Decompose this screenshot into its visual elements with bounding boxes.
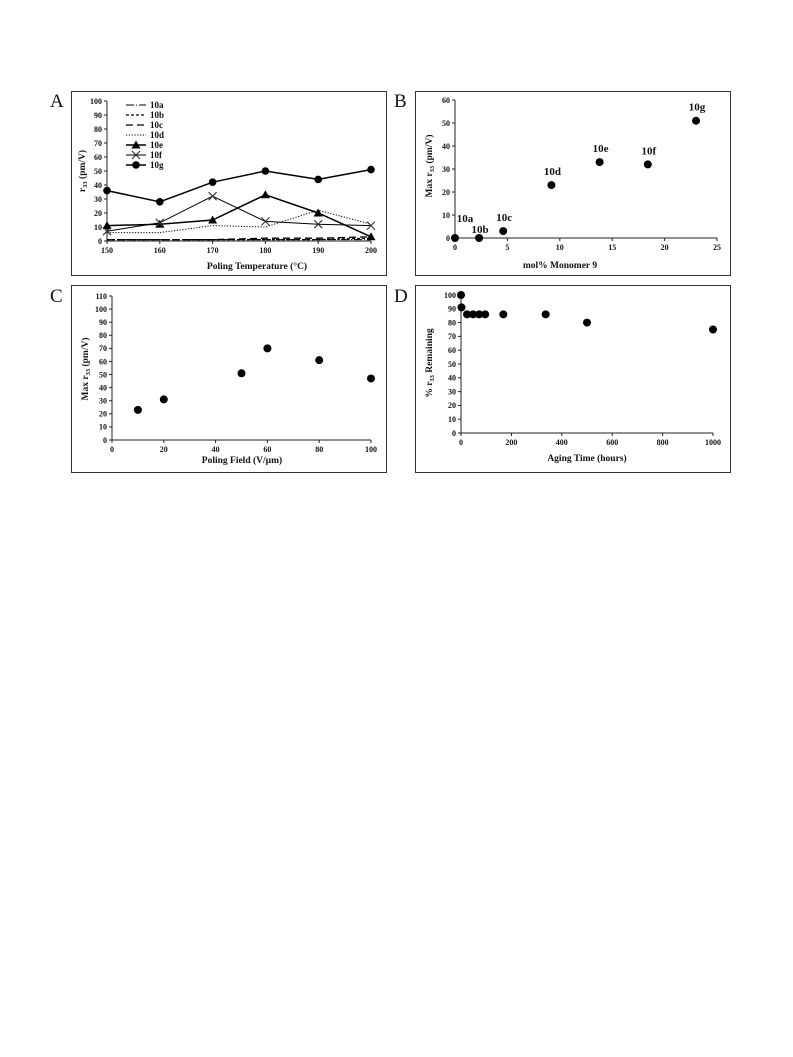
data-point-2 [238, 369, 246, 377]
chart-d-ytick-label: 10 [448, 415, 456, 424]
chart-a-xtick-label: 160 [153, 246, 166, 255]
data-point-10g [103, 187, 111, 195]
chart-a-ytick-label: 0 [98, 236, 102, 246]
legend-label-10d: 10d [150, 130, 165, 140]
data-label-10e: 10e [592, 143, 609, 156]
chart-c-xtick-label: 40 [211, 445, 220, 454]
data-point-1 [458, 303, 466, 311]
chart-d-xtick-label: 800 [656, 438, 669, 447]
data-point-4 [315, 356, 323, 364]
chart-a-ytick-label: 20 [94, 208, 102, 218]
chart-b-ytick-label: 30 [442, 164, 450, 174]
chart-c-xtick-label: 60 [263, 445, 272, 454]
chart-c-ytick-label: 110 [95, 291, 107, 301]
chart-d-xlabel: Aging Time (hours) [547, 454, 627, 464]
data-point-10f [209, 192, 217, 200]
chart-a-ytick-label: 60 [94, 152, 102, 162]
chart-c-ytick-label: 50 [99, 370, 107, 380]
data-point-10e [367, 232, 376, 240]
chart-b-ytick-label: 40 [442, 141, 450, 151]
chart-d-aging [415, 285, 731, 473]
data-point-10d [547, 181, 555, 189]
chart-b-xtick-label: 20 [660, 243, 669, 252]
panel-letter-d: D [394, 286, 408, 307]
data-point-10g [367, 166, 375, 174]
chart-a-ytick-label: 30 [94, 194, 102, 204]
chart-c-ytick-label: 20 [99, 409, 107, 419]
chart-d-ytick-label: 90 [448, 304, 456, 314]
data-label-10c: 10c [496, 212, 513, 225]
data-point-5 [481, 310, 489, 318]
data-label-10a: 10a [456, 213, 474, 225]
chart-b-ytick-label: 50 [442, 118, 450, 128]
data-point-10g [692, 117, 700, 125]
chart-a-ytick-label: 40 [94, 180, 102, 190]
chart-a-ylabel: $r_{33}$ (pm/V) [78, 149, 89, 193]
chart-a-xtick-label: 150 [101, 246, 113, 255]
data-point-7 [542, 310, 550, 318]
data-point-10c [499, 227, 507, 235]
data-point-10e [596, 158, 604, 166]
data-label-10f: 10f [641, 145, 657, 158]
data-point-10a [451, 234, 459, 242]
chart-b-ytick-label: 60 [442, 95, 450, 105]
chart-d-xtick-label: 200 [505, 438, 518, 447]
chart-a-ytick-label: 10 [94, 222, 102, 232]
chart-a-ytick-label: 100 [90, 96, 102, 106]
chart-d-ytick-label: 100 [444, 290, 456, 300]
panel-letter-c: C [50, 286, 63, 307]
data-point-3 [263, 344, 271, 352]
data-point-10e [261, 190, 270, 198]
chart-a-frame [72, 92, 387, 276]
chart-a-ytick-label: 70 [94, 138, 102, 148]
data-point-6 [499, 310, 507, 318]
chart-d-ytick-label: 30 [448, 387, 456, 397]
chart-b-ytick-label: 10 [442, 210, 450, 220]
data-point-10f [644, 160, 652, 168]
chart-a-temperature [71, 91, 387, 276]
data-label-10d: 10d [543, 166, 561, 179]
chart-a-ytick-label: 50 [94, 166, 102, 176]
data-point-10g [262, 167, 270, 175]
legend-label-10e: 10e [150, 140, 163, 150]
chart-c-ytick-label: 80 [99, 331, 107, 341]
chart-a-xtick-label: 170 [206, 246, 219, 255]
chart-c-ytick-label: 30 [99, 396, 107, 406]
chart-c-ytick-label: 60 [99, 357, 107, 367]
panel-letter-b: B [394, 91, 407, 112]
series-line-10d [107, 210, 371, 232]
chart-c-xtick-label: 100 [365, 445, 377, 454]
panel-letter-a: A [50, 91, 64, 112]
legend-label-10b: 10b [150, 110, 165, 120]
chart-c-ytick-label: 90 [99, 317, 107, 327]
data-point-5 [367, 374, 375, 382]
chart-c-ytick-label: 10 [99, 422, 107, 432]
chart-c-ytick-label: 40 [99, 383, 107, 393]
chart-b-frame [416, 92, 731, 276]
legend-label-10f: 10f [150, 150, 162, 160]
chart-c-ylabel: Max $r_{33}$ (pm/V) [81, 337, 92, 401]
data-point-8 [583, 319, 591, 327]
chart-a-ytick-label: 80 [94, 124, 102, 134]
data-point-9 [709, 326, 717, 334]
chart-d-ylabel: % $r_{33}$ Remaining [425, 328, 436, 398]
chart-d-xtick-label: 1000 [705, 438, 721, 447]
chart-c-ytick-label: 100 [95, 304, 107, 314]
chart-c-xtick-label: 0 [110, 445, 114, 454]
legend-label-10a: 10a [150, 100, 164, 110]
chart-b-ytick-label: 20 [442, 187, 450, 197]
series-line-10g [107, 170, 371, 202]
chart-b-xlabel: mol% Monomer 9 [522, 261, 598, 271]
legend-label-10c: 10c [150, 120, 163, 130]
data-point-1 [160, 395, 168, 403]
chart-d-ytick-label: 80 [448, 318, 456, 328]
data-point-10g [209, 178, 217, 186]
chart-b-ytick-label: 0 [446, 233, 450, 243]
chart-c-field [71, 285, 387, 473]
legend-label-10g: 10g [150, 160, 164, 170]
chart-d-ytick-label: 60 [448, 346, 456, 355]
chart-c-ytick-label: 0 [103, 435, 107, 445]
series-line-10e [107, 195, 371, 237]
chart-b-xtick-label: 0 [453, 243, 457, 252]
chart-d-ytick-label: 50 [448, 359, 456, 369]
chart-b-monomer [415, 91, 731, 276]
chart-c-frame [72, 286, 387, 473]
data-label-10b: 10b [471, 224, 489, 236]
chart-d-ytick-label: 40 [448, 373, 456, 383]
data-point-10g [156, 198, 164, 206]
chart-b-xtick-label: 5 [505, 243, 510, 252]
data-label-10g: 10g [688, 101, 706, 114]
chart-b-xtick-label: 25 [713, 243, 721, 252]
chart-d-xtick-label: 600 [606, 438, 619, 447]
chart-c-ytick-label: 70 [99, 344, 107, 354]
chart-d-ytick-label: 20 [448, 401, 456, 411]
data-point-0 [457, 291, 465, 299]
data-point-10g [314, 176, 322, 184]
chart-b-ylabel: Max $r_{33}$ (pm/V) [425, 134, 436, 198]
chart-c-xlabel: Poling Field (V/µm) [201, 456, 283, 466]
chart-b-xtick-label: 10 [555, 243, 564, 252]
chart-a-ytick-label: 90 [94, 110, 102, 120]
chart-d-xtick-label: 0 [459, 438, 463, 447]
chart-a-xtick-label: 180 [259, 246, 272, 255]
chart-b-xtick-label: 15 [608, 243, 617, 252]
chart-d-ytick-label: 0 [452, 428, 456, 438]
chart-d-xtick-label: 400 [555, 438, 568, 447]
chart-c-xtick-label: 20 [159, 445, 168, 454]
chart-c-xtick-label: 80 [315, 445, 324, 454]
data-point-0 [134, 406, 142, 414]
chart-a-xtick-label: 200 [365, 246, 377, 255]
chart-d-ytick-label: 70 [448, 332, 456, 342]
chart-a-xlabel: Poling Temperature (°C) [206, 262, 308, 272]
chart-a-xtick-label: 190 [312, 246, 325, 255]
legend-marker-10g [132, 161, 140, 169]
